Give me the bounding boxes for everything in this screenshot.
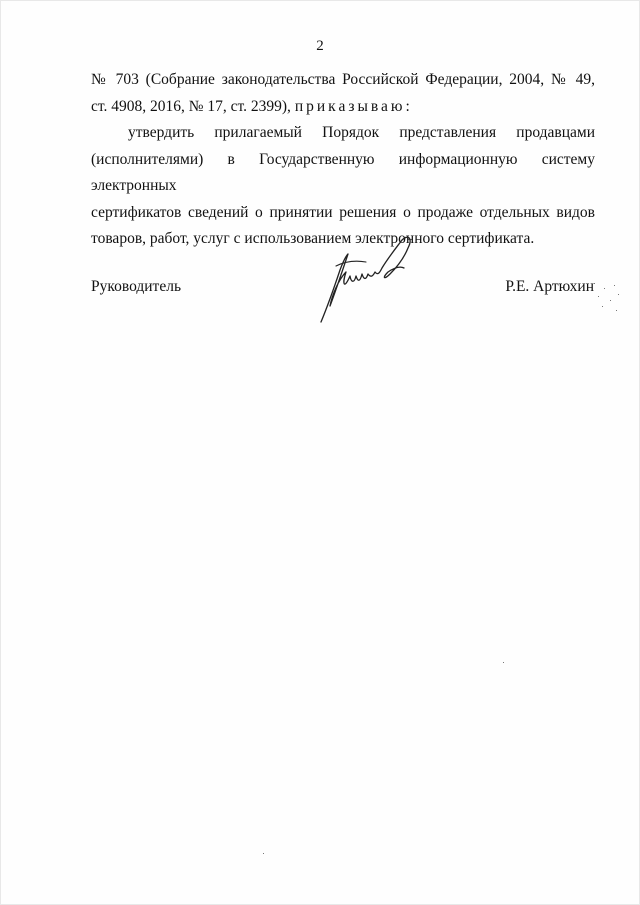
paragraph-line: утвердить прилагаемый Порядок представления продавцами <box>128 124 595 141</box>
order-keyword: приказываю: <box>294 97 413 115</box>
signer-name: Р.Е. Артюхин <box>505 278 594 295</box>
handwritten-signature-icon <box>318 232 418 324</box>
scan-artifact <box>592 280 622 320</box>
scan-artifact <box>263 853 264 854</box>
scan-artifact <box>503 662 504 663</box>
paragraph-legal-reference <box>91 67 595 120</box>
signer-role: Руководитель <box>91 278 182 295</box>
legal-reference-text: ст. 4908, 2016, № 17, ст. 2399), <box>91 97 291 115</box>
paragraph-line: (исполнителями) в Государственную информационную систему электронных <box>91 150 595 194</box>
page-number: 2 <box>316 38 324 54</box>
paragraph-line: товаров, работ, услуг с использованием электронного сертификата. <box>91 230 535 247</box>
paragraph-line: № 703 (Собрание законодательства Российской Федерации, 2004, № 49, <box>91 71 595 88</box>
paragraph-line: сертификатов сведений о принятии решения о продаже отдельных видов <box>91 203 595 221</box>
paragraph-line <box>91 94 595 121</box>
